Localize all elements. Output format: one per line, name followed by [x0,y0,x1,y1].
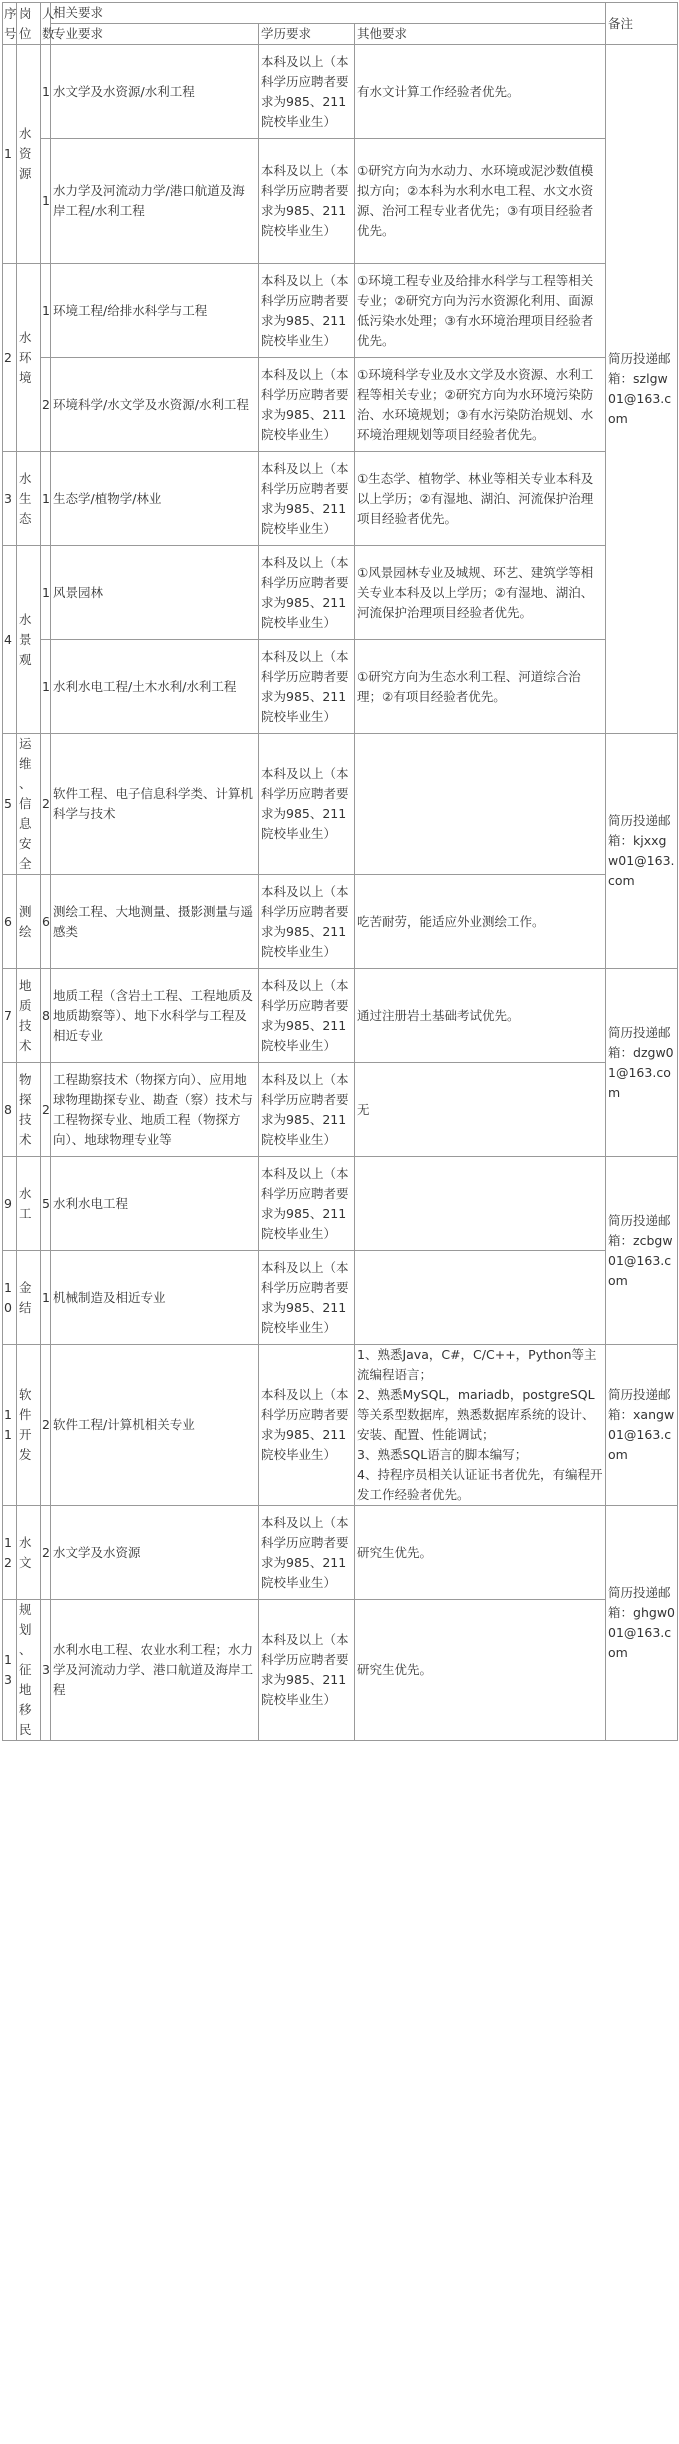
count-cell: 2 [41,358,51,452]
seq-cell: 6 [3,875,17,969]
count-cell: 8 [41,969,51,1063]
education-cell: 本科及以上（本科学历应聘者要求为985、211院校毕业生） [259,546,355,640]
education-cell: 本科及以上（本科学历应聘者要求为985、211院校毕业生） [259,1506,355,1600]
table-row [3,139,678,264]
count-cell: 2 [41,734,51,875]
major-cell: 水力学及河流动力学/港口航道及海岸工程/水利工程 [51,139,259,264]
education-cell: 本科及以上（本科学历应聘者要求为985、211院校毕业生） [259,969,355,1063]
other-cell: ①风景园林专业及城规、环艺、建筑学等相关专业本科及以上学历；②有湿地、湖泊、河流保护治理项目经验者优先。 [355,546,606,640]
table-row [3,1506,678,1600]
header-education: 学历要求 [259,24,355,45]
table-row [3,734,678,875]
post-cell: 测绘 [17,875,41,969]
count-cell: 1 [41,264,51,358]
header-other: 其他要求 [355,24,606,45]
header-major: 专业要求 [51,24,259,45]
header-remark: 备注 [606,3,678,45]
count-cell: 1 [41,139,51,264]
education-cell: 本科及以上（本科学历应聘者要求为985、211院校毕业生） [259,264,355,358]
seq-cell: 10 [3,1251,17,1345]
education-cell: 本科及以上（本科学历应聘者要求为985、211院校毕业生） [259,1600,355,1741]
table-row [3,264,678,358]
education-cell: 本科及以上（本科学历应聘者要求为985、211院校毕业生） [259,452,355,546]
count-cell: 1 [41,452,51,546]
other-cell: ①研究方向为水动力、水环境或泥沙数值模拟方向；②本科为水利水电工程、水文水资源、治河工程专业者优先；③有项目经验者优先。 [355,139,606,264]
seq-cell: 4 [3,546,17,734]
other-cell: 1、熟悉Java，C#，C/C++，Python等主流编程语言； 2、熟悉MySQL，mariadb，postgreSQL等关系型数据库，熟悉数据库系统的设计、安装、配置、性能调试； 3、熟悉SQL语言的脚本编写； 4、持程序员相关认证证书者优先，有编程开发工作经验者优先。 [355,1345,606,1506]
major-cell: 环境工程/给排水科学与工程 [51,264,259,358]
header-count: 人数 [41,3,51,45]
count-cell: 2 [41,1506,51,1600]
table-row [3,875,678,969]
other-cell [355,1157,606,1251]
count-cell: 1 [41,640,51,734]
other-cell [355,1251,606,1345]
seq-cell: 9 [3,1157,17,1251]
header-requirements: 相关要求 [51,3,606,24]
other-cell: ①环境科学专业及水文学及水资源、水利工程等相关专业；②研究方向为水环境污染防治、水环境规划；③有水污染防治规划、水环境治理规划等项目经验者优先。 [355,358,606,452]
count-cell: 1 [41,1251,51,1345]
seq-cell: 8 [3,1063,17,1157]
major-cell: 水利水电工程 [51,1157,259,1251]
other-cell: 无 [355,1063,606,1157]
other-cell: 研究生优先。 [355,1506,606,1600]
post-cell: 运维、信息安全 [17,734,41,875]
count-cell: 2 [41,1063,51,1157]
count-cell: 1 [41,45,51,139]
other-cell [355,734,606,875]
table-row [3,640,678,734]
other-cell: ①生态学、植物学、林业等相关专业本科及以上学历；②有湿地、湖泊、河流保护治理项目经验者优先。 [355,452,606,546]
header-post: 岗位 [17,3,41,45]
table-row [3,1251,678,1345]
major-cell: 软件工程/计算机相关专业 [51,1345,259,1506]
education-cell: 本科及以上（本科学历应聘者要求为985、211院校毕业生） [259,640,355,734]
remark-cell: 简历投递邮箱：ghgw001@163.com [606,1506,678,1741]
seq-cell: 12 [3,1506,17,1600]
post-cell: 水文 [17,1506,41,1600]
major-cell: 测绘工程、大地测量、摄影测量与遥感类 [51,875,259,969]
count-cell: 6 [41,875,51,969]
table-row [3,1345,678,1506]
seq-cell: 1 [3,45,17,264]
post-cell: 软件开发 [17,1345,41,1506]
count-cell: 2 [41,1345,51,1506]
remark-cell: 简历投递邮箱：dzgw01@163.com [606,969,678,1157]
header-seq: 序号 [3,3,17,45]
major-cell: 水利水电工程、农业水利工程；水力学及河流动力学、港口航道及海岸工程 [51,1600,259,1741]
education-cell: 本科及以上（本科学历应聘者要求为985、211院校毕业生） [259,875,355,969]
count-cell: 1 [41,546,51,640]
major-cell: 生态学/植物学/林业 [51,452,259,546]
table-row [3,45,678,139]
major-cell: 机械制造及相近专业 [51,1251,259,1345]
remark-cell: 简历投递邮箱：kjxxgw01@163.com [606,734,678,969]
major-cell: 工程勘察技术（物探方向）、应用地球物理勘探专业、勘查（察）技术与工程物探专业、地质工程（物探方向）、地球物理专业等 [51,1063,259,1157]
education-cell: 本科及以上（本科学历应聘者要求为985、211院校毕业生） [259,139,355,264]
seq-cell: 7 [3,969,17,1063]
recruitment-table [2,2,678,1741]
remark-cell: 简历投递邮箱：xangw01@163.com [606,1345,678,1506]
seq-cell: 11 [3,1345,17,1506]
major-cell: 水文学及水资源 [51,1506,259,1600]
table-row [3,1157,678,1251]
post-cell: 规划、征地移民 [17,1600,41,1741]
seq-cell: 5 [3,734,17,875]
post-cell: 水生态 [17,452,41,546]
table-row [3,546,678,640]
major-cell: 风景园林 [51,546,259,640]
education-cell: 本科及以上（本科学历应聘者要求为985、211院校毕业生） [259,45,355,139]
other-cell: ①研究方向为生态水利工程、河道综合治理；②有项目经验者优先。 [355,640,606,734]
page [0,2,679,2444]
post-cell: 水环境 [17,264,41,452]
education-cell: 本科及以上（本科学历应聘者要求为985、211院校毕业生） [259,1251,355,1345]
table-row [3,358,678,452]
education-cell: 本科及以上（本科学历应聘者要求为985、211院校毕业生） [259,358,355,452]
table-row [3,1063,678,1157]
post-cell: 物探技术 [17,1063,41,1157]
education-cell: 本科及以上（本科学历应聘者要求为985、211院校毕业生） [259,1345,355,1506]
post-cell: 地质技术 [17,969,41,1063]
count-cell: 5 [41,1157,51,1251]
post-cell: 水景观 [17,546,41,734]
post-cell: 水资源 [17,45,41,264]
major-cell: 软件工程、电子信息科学类、计算机科学与技术 [51,734,259,875]
seq-cell: 13 [3,1600,17,1741]
other-cell: 通过注册岩土基础考试优先。 [355,969,606,1063]
major-cell: 环境科学/水文学及水资源/水利工程 [51,358,259,452]
major-cell: 地质工程（含岩土工程、工程地质及地质勘察等）、地下水科学与工程及相近专业 [51,969,259,1063]
table-row [3,452,678,546]
major-cell: 水利水电工程/土木水利/水利工程 [51,640,259,734]
count-cell: 3 [41,1600,51,1741]
other-cell: 研究生优先。 [355,1600,606,1741]
other-cell: ①环境工程专业及给排水科学与工程等相关专业；②研究方向为污水资源化利用、面源低污染水处理；③有水环境治理项目经验者优先。 [355,264,606,358]
table-row [3,1600,678,1741]
major-cell: 水文学及水资源/水利工程 [51,45,259,139]
education-cell: 本科及以上（本科学历应聘者要求为985、211院校毕业生） [259,1063,355,1157]
seq-cell: 2 [3,264,17,452]
seq-cell: 3 [3,452,17,546]
education-cell: 本科及以上（本科学历应聘者要求为985、211院校毕业生） [259,734,355,875]
remark-cell: 简历投递邮箱：szlgw01@163.com [606,45,678,734]
remark-cell: 简历投递邮箱：zcbgw01@163.com [606,1157,678,1345]
education-cell: 本科及以上（本科学历应聘者要求为985、211院校毕业生） [259,1157,355,1251]
post-cell: 金结 [17,1251,41,1345]
other-cell: 吃苦耐劳，能适应外业测绘工作。 [355,875,606,969]
table-row [3,969,678,1063]
post-cell: 水工 [17,1157,41,1251]
other-cell: 有水文计算工作经验者优先。 [355,45,606,139]
